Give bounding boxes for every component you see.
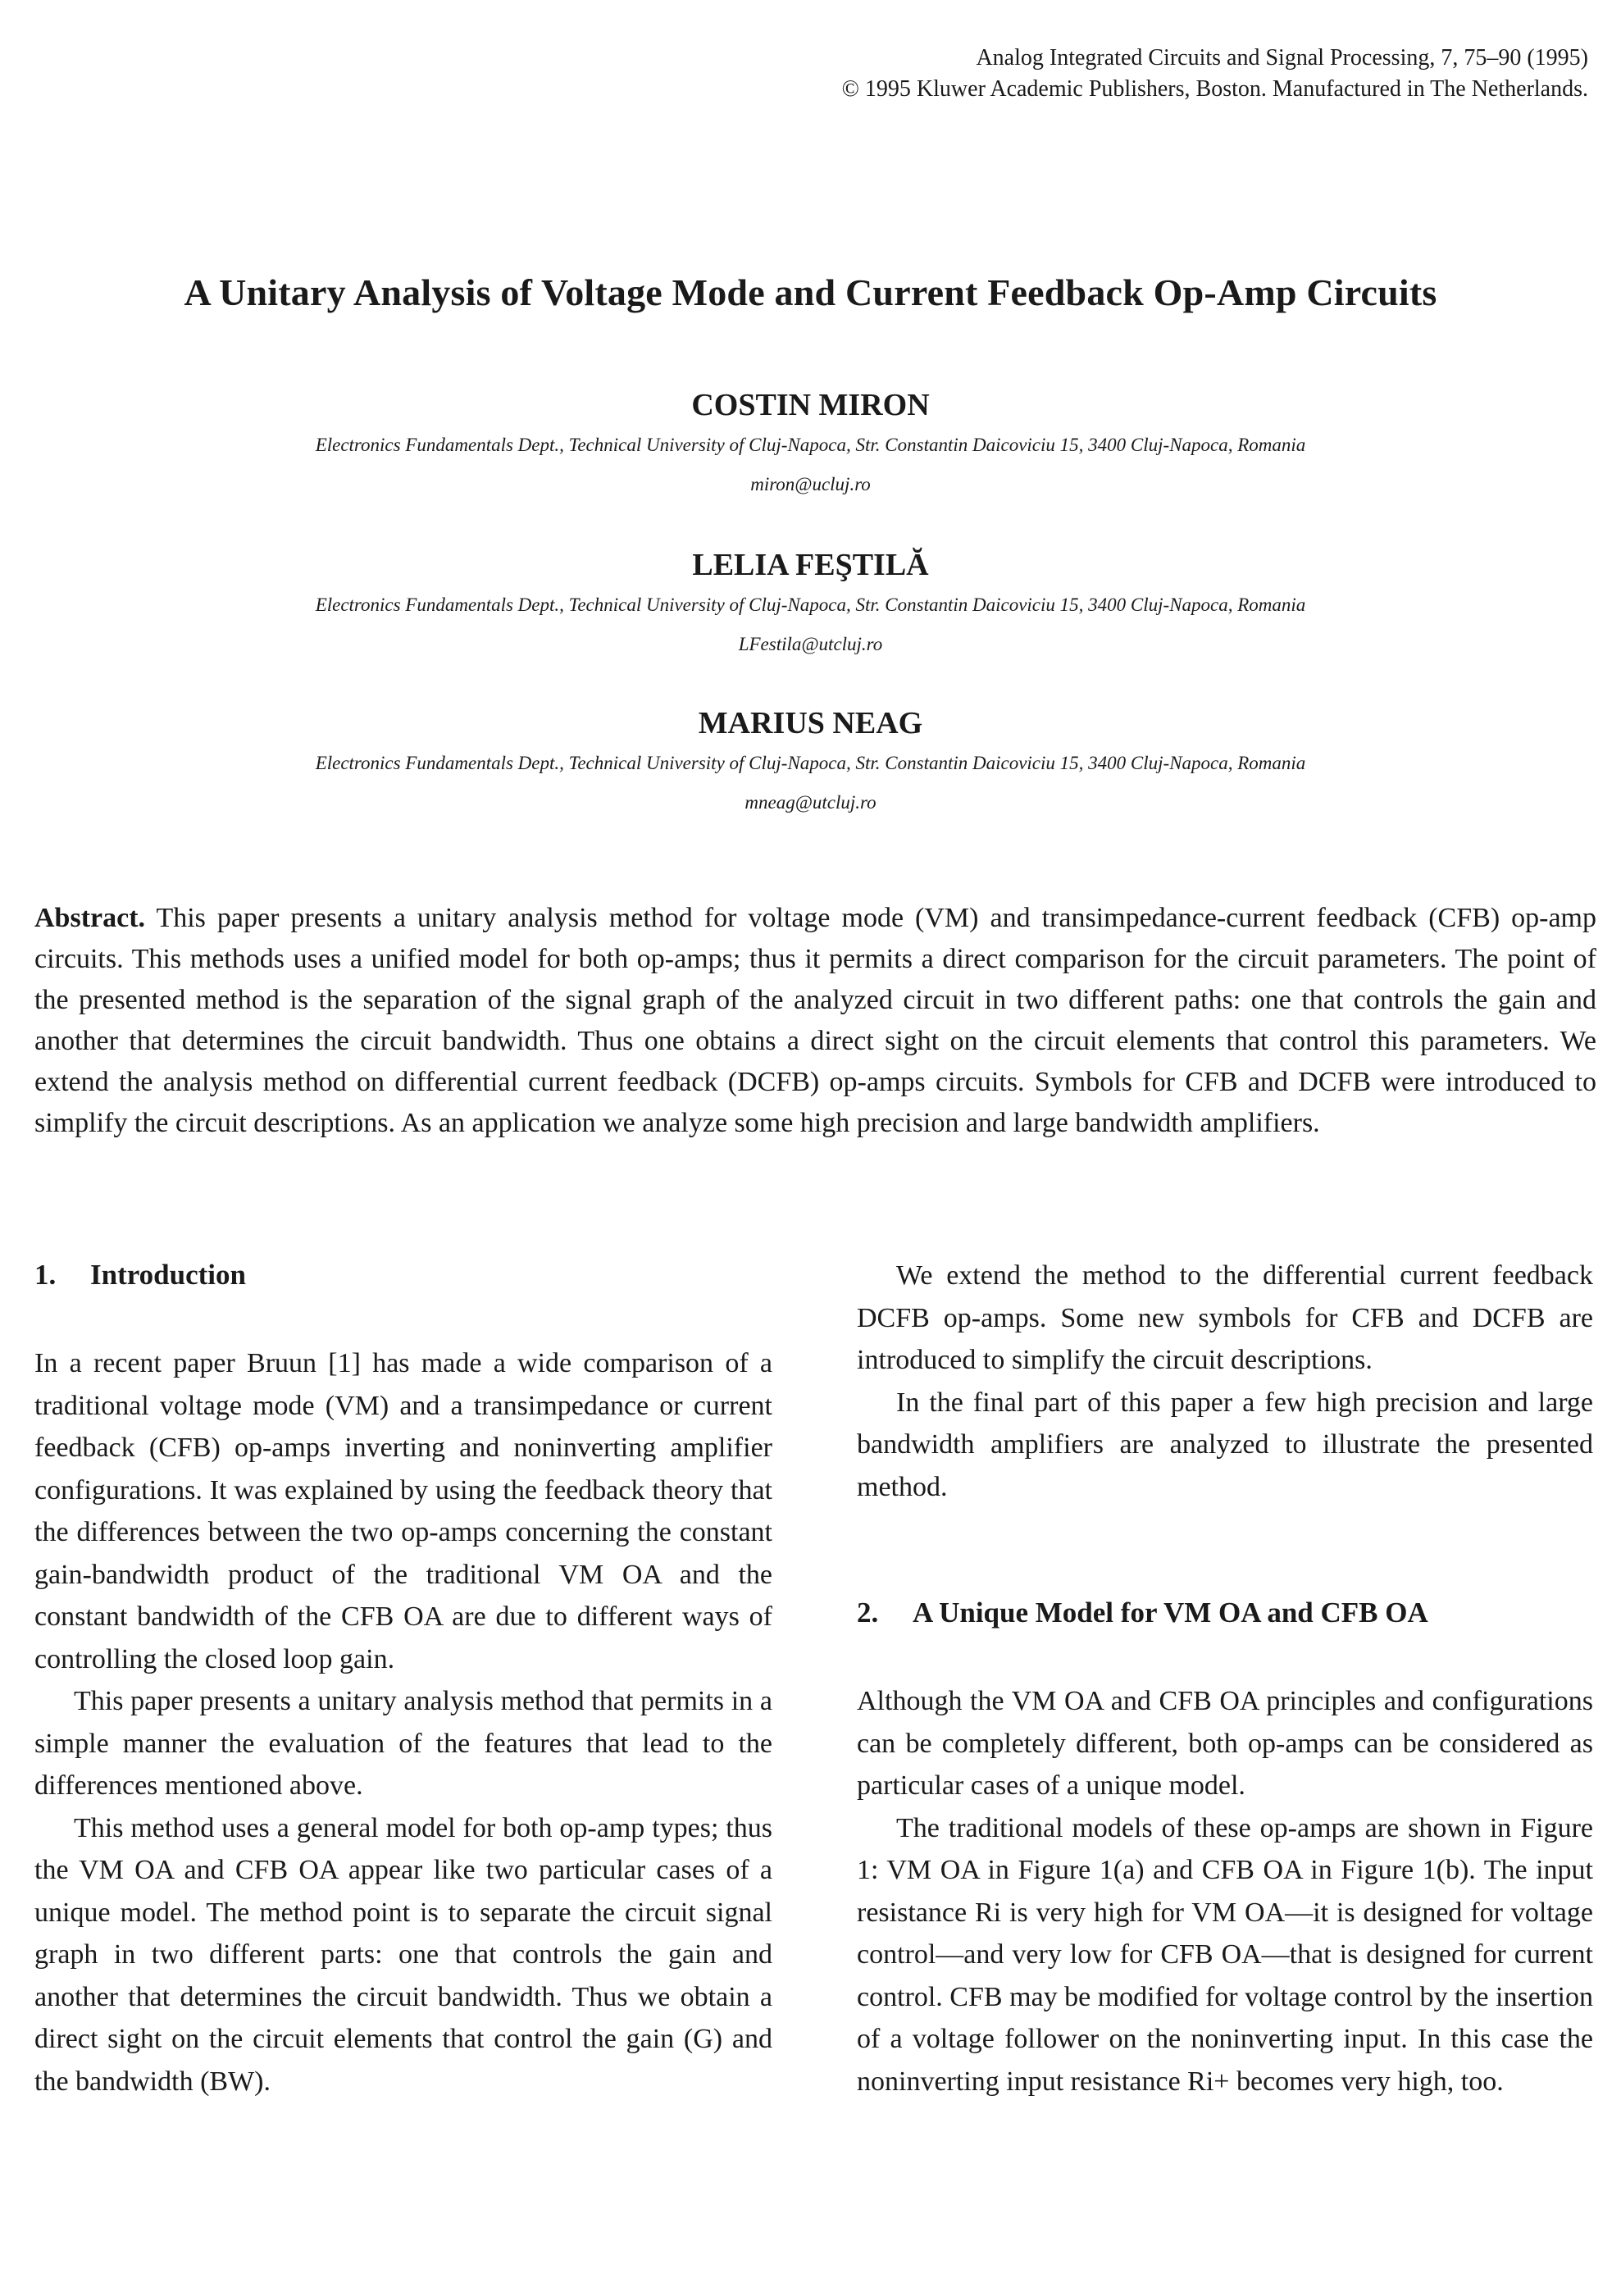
section-heading-introduction xyxy=(34,1255,772,1296)
section-heading-unique-model xyxy=(857,1592,1593,1633)
author-name: COSTIN MIRON xyxy=(691,388,930,422)
author-block-3 xyxy=(0,704,1621,818)
author-name: LELIA FEŞTILĂ xyxy=(692,548,929,582)
abstract xyxy=(34,898,1596,1144)
paper-title: A Unitary Analysis of Voltage Mode and Current Feedback Op-Amp Circuits xyxy=(184,271,1437,313)
author-email: miron@ucluj.ro xyxy=(750,474,871,494)
section-title: Introduction xyxy=(90,1259,246,1291)
section-title: A Unique Model for VM OA and CFB OA xyxy=(913,1597,1428,1629)
right-column xyxy=(857,1255,1593,2102)
author-name: MARIUS NEAG xyxy=(698,706,923,740)
journal-citation: Analog Integrated Circuits and Signal Processing, 7, 75–90 (1995) xyxy=(976,45,1588,71)
paragraph: In the final part of this paper a few high precision and large bandwidth amplifiers are analyzed to illustrate the presented method. xyxy=(857,1387,1593,1502)
author-block-1 xyxy=(0,385,1621,500)
paragraph: We extend the method to the differential current feedback DCFB op-amps. Some new symbols for CFB and DCFB are introduced to simplify the circuit descriptions. xyxy=(857,1260,1593,1375)
paragraph: The traditional models of these op-amps are shown in Figure 1: VM OA in Figure 1(a) and CFB OA in Figure 1(b). The input resistance Ri is very high for VM OA—it is designed for voltage control—and very low for CFB OA—that is designed for current control. CFB may be modified for voltage control by the insertion of a voltage follower on the noninverting input. In this case the noninverting input resistance Ri+ becomes very high, too. xyxy=(857,1812,1593,2097)
paragraph: In a recent paper Bruun [1] has made a wide comparison of a traditional voltage mode (VM) and a transimpedance or current feedback (CFB) op-amps inverting and noninverting amplifier configurations. It was explained by using the feedback theory that the differences between the two op-amps concerning the constant gain-bandwidth product of the traditional VM OA and the constant bandwidth of the CFB OA are due to different ways of controlling the closed loop gain. xyxy=(34,1348,772,1674)
author-affiliation: Electronics Fundamentals Dept., Technical University of Cluj-Napoca, Str. Constantin Daicoviciu 15, 3400 Cluj-Napoca, Romania xyxy=(315,435,1306,455)
paragraph: Although the VM OA and CFB OA principles and configurations can be completely different, both op-amps can be considered as particular cases of a unique model. xyxy=(857,1686,1593,1801)
paragraph: This paper presents a unitary analysis method that permits in a simple manner the evaluation of the features that lead to the differences mentioned above. xyxy=(34,1686,772,1801)
journal-header xyxy=(842,43,1588,105)
author-affiliation: Electronics Fundamentals Dept., Technical University of Cluj-Napoca, Str. Constantin Daicoviciu 15, 3400 Cluj-Napoca, Romania xyxy=(315,594,1306,615)
author-block-2 xyxy=(0,545,1621,660)
author-email: mneag@utcluj.ro xyxy=(744,792,877,813)
abstract-label: Abstract. xyxy=(34,903,146,933)
author-email: LFestila@utcluj.ro xyxy=(738,634,883,654)
left-column xyxy=(34,1255,772,2102)
paragraph: This method uses a general model for both op-amp types; thus the VM OA and CFB OA appear like two particular cases of a unique model. The method point is to separate the circuit signal graph in two different parts: one that controls the gain and another that determines the circuit bandwidth. Thus we obtain a direct sight on the circuit elements that control the gain (G) and the bandwidth (BW). xyxy=(34,1812,772,2097)
copyright-line: © 1995 Kluwer Academic Publishers, Boston. Manufactured in The Netherlands. xyxy=(841,76,1588,102)
abstract-text: This paper presents a unitary analysis method for voltage mode (VM) and transimpedance-current feedback (CFB) op-amp circuits. This methods uses a unified model for both op-amps; thus it permits a direct comparison for the circuit parameters. The point of the presented method is the separation of the signal graph of the analyzed circuit in two different paths: one that controls the gain and another that determines the circuit bandwidth. Thus one obtains a direct sight on the circuit elements that control this parameters. We extend the analysis method on differential current feedback (DCFB) op-amps circuits. Symbols for CFB and DCFB were introduced to simplify the circuit descriptions. As an application we analyze some high precision and large bandwidth amplifiers. xyxy=(34,903,1597,1138)
author-affiliation: Electronics Fundamentals Dept., Technical University of Cluj-Napoca, Str. Constantin Daicoviciu 15, 3400 Cluj-Napoca, Romania xyxy=(315,753,1306,773)
section-number: 2. xyxy=(857,1597,879,1629)
section-number: 1. xyxy=(34,1259,57,1291)
